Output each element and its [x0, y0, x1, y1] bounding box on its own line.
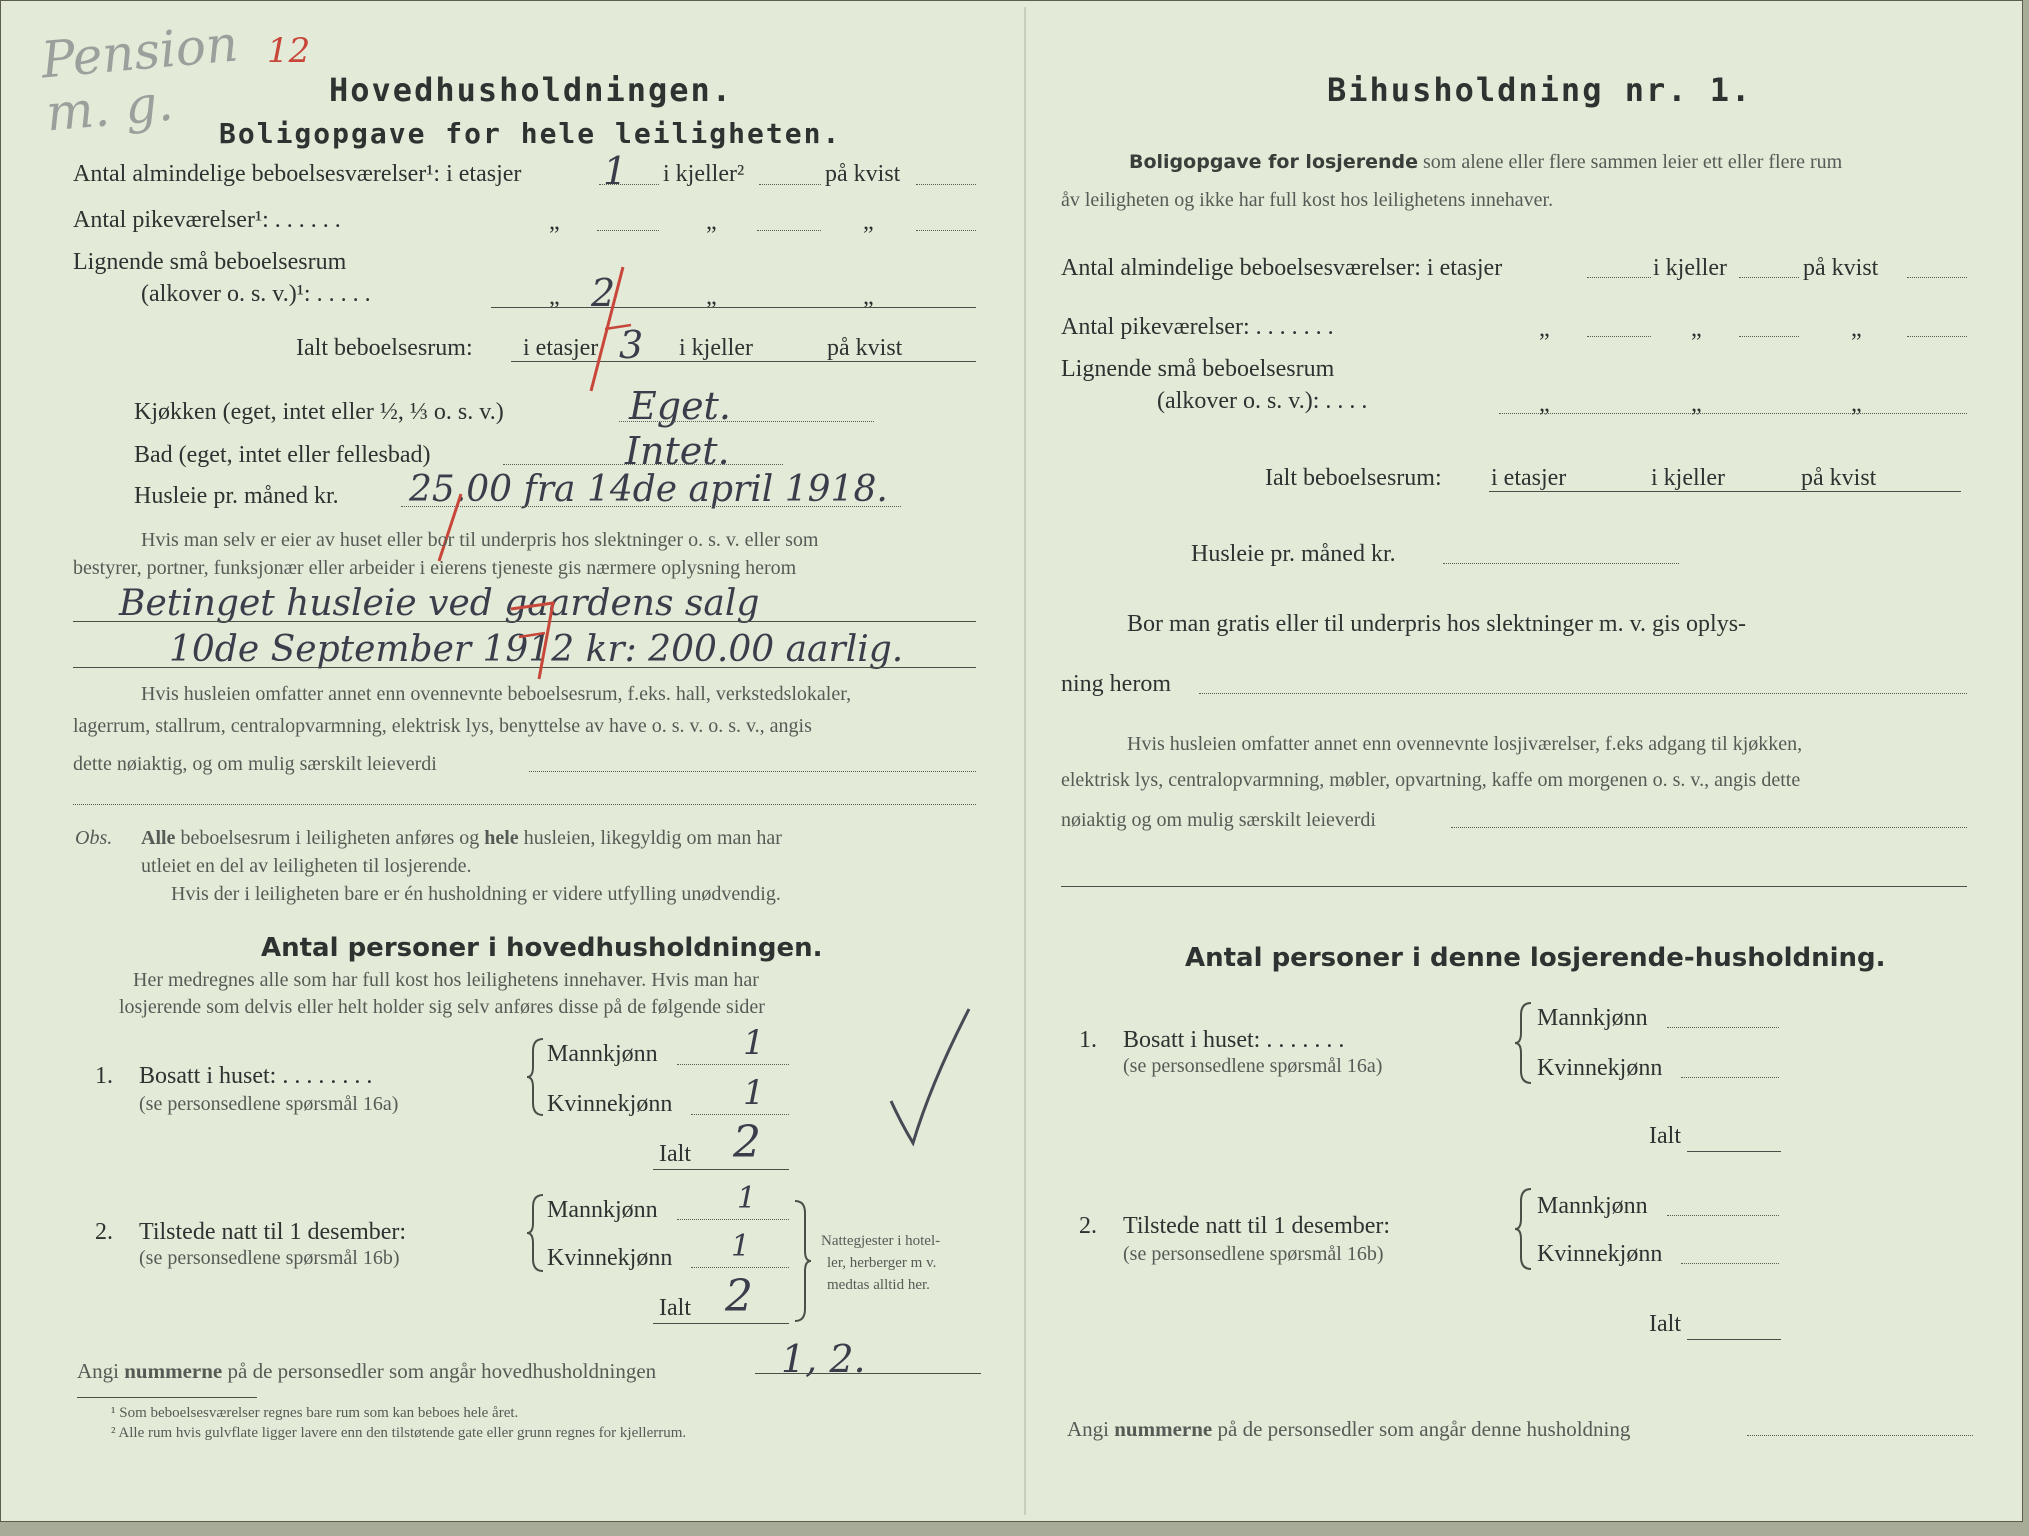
left-alkover-label: (alkover o. s. v.)¹: . . . . . — [141, 281, 371, 307]
left-q1-sub: (se personsedlene spørsmål 16a) — [139, 1093, 399, 1115]
left-q1-ialt-label: Ialt — [659, 1141, 691, 1167]
right-omfatter-1: Hvis husleien omfatter annet enn ovennevnte losjiværelser, f.eks adgang til kjøkken, — [1127, 733, 1803, 755]
left-q2-brace — [525, 1193, 547, 1273]
right-alkover-label: (alkover o. s. v.): . . . . — [1157, 388, 1368, 414]
right-ialt-kvist-label: på kvist — [1801, 465, 1877, 491]
left-kjokken-value: Eget. — [629, 384, 731, 428]
right-ialt-etasjer-label: i etasjer — [1491, 465, 1567, 491]
left-persons-title: Antal personer i hovedhusholdningen. — [261, 933, 823, 963]
left-q1-kvinne-label: Kvinnekjønn — [547, 1091, 673, 1117]
margin-note-pension: Pension — [38, 14, 241, 90]
right-q2-label: Tilstede natt til 1 desember: — [1123, 1213, 1391, 1239]
right-q2-kvinne-label: Kvinnekjønn — [1537, 1241, 1663, 1267]
right-q1-ialt-label: Ialt — [1649, 1123, 1681, 1149]
left-subtitle: Boligopgave for hele leiligheten. — [219, 117, 842, 150]
ditto-mark: „ — [863, 284, 874, 310]
left-q2-ialt-label: Ialt — [659, 1295, 691, 1321]
nattegjester-note-1: Nattegjester i hotel- — [821, 1233, 941, 1249]
left-footnote-1: ¹ Som beboelsesværelser regnes bare rum som kan beboes hele året. — [111, 1405, 519, 1421]
left-angi-line: Angi nummerne på de personsedler som angår hovedhusholdningen — [77, 1359, 657, 1383]
red-stamp-mark — [501, 597, 571, 687]
ditto-mark: „ — [1851, 391, 1862, 417]
left-obs-line-2: utleiet en del av leiligheten til losjerende. — [141, 855, 472, 877]
left-rooms-label: Antal almindelige beboelsesværelser¹: i etasjer — [73, 161, 522, 187]
right-rooms-label: Antal almindelige beboelsesværelser: i etasjer — [1061, 255, 1503, 281]
right-persons-title: Antal personer i denne losjerende-husholdning. — [1185, 943, 1886, 973]
right-gratis-2: ning herom — [1061, 671, 1171, 697]
left-obs-line-3: Hvis der i leiligheten bare er én husholdning er videre utfylling unødvendig. — [171, 883, 781, 905]
left-husleie-label: Husleie pr. måned kr. — [134, 483, 339, 509]
left-bad-label: Bad (eget, intet eller fellesbad) — [134, 442, 431, 468]
right-q1-kvinne-label: Kvinnekjønn — [1537, 1055, 1663, 1081]
left-q1-brace — [525, 1037, 547, 1117]
left-rooms-etasjer-value: 1 — [603, 149, 628, 193]
left-persons-text-1: Her medregnes alle som har full kost hos leilighetens innehaver. Hvis man har — [133, 969, 759, 991]
ditto-mark: „ — [1539, 391, 1550, 417]
right-q1-sub: (se personsedlene spørsmål 16a) — [1123, 1055, 1383, 1077]
left-q2-mann-value: 1 — [737, 1181, 757, 1216]
nattegjester-note-3: medtas alltid her. — [827, 1277, 930, 1293]
nattegjester-brace — [791, 1199, 813, 1325]
right-intro-line-2: åv leiligheten og ikke har full kost hos leilighetens innehaver. — [1061, 189, 1554, 211]
right-lignende-label: Lignende små beboelsesrum — [1061, 356, 1335, 382]
ditto-mark: „ — [1691, 391, 1702, 417]
right-q2-ialt-label: Ialt — [1649, 1311, 1681, 1337]
left-omfatter-2: lagerrum, stallrum, centralopvarmning, elektrisk lys, benyttelse av have o. s. v. o. s. v., angis — [73, 715, 812, 737]
left-q2-sub: (se personsedlene spørsmål 16b) — [139, 1247, 400, 1269]
right-intro-line-1: Boligopgave for losjerende som alene eller flere sammen leier ett eller flere rum — [1129, 151, 1843, 173]
left-ialt-etasjer-value: 3 — [619, 323, 644, 367]
left-q2-kvinne-label: Kvinnekjønn — [547, 1245, 673, 1271]
right-q1-brace — [1513, 1001, 1535, 1085]
right-title: Bihusholdning nr. 1. — [1327, 71, 1753, 109]
ditto-mark: „ — [863, 209, 874, 235]
margin-note-pension-number: 12 — [267, 31, 311, 71]
left-rooms-kjeller-label: i kjeller² — [663, 161, 745, 187]
left-rooms-kvist-label: på kvist — [825, 161, 901, 187]
left-q2-ialt-value: 2 — [725, 1271, 753, 1322]
ditto-mark: „ — [1851, 316, 1862, 342]
left-eier-text-2: bestyrer, portner, funksjonær eller arbeider i eierens tjeneste gis nærmere oplysning herom — [73, 557, 797, 579]
margin-note-mg: m. g. — [43, 73, 176, 143]
left-eier-value-2: 10de September 1912 kr: 200.00 aarlig. — [169, 629, 904, 670]
left-q1-ialt-value: 2 — [733, 1117, 761, 1168]
right-rooms-kjeller-label: i kjeller — [1653, 255, 1727, 281]
right-rooms-kvist-label: på kvist — [1803, 255, 1879, 281]
left-eier-text-1: Hvis man selv er eier av huset eller bor til underpris hos slektninger o. s. v. eller som — [141, 529, 819, 551]
red-correction-mark — [561, 259, 644, 399]
left-footnote-2: ² Alle rum hvis gulvflate ligger lavere enn den tilstøtende gate eller grunn regnes for kjellerrum. — [111, 1425, 687, 1441]
left-q1-mann-label: Mannkjønn — [547, 1041, 658, 1067]
ditto-mark: „ — [706, 284, 717, 310]
right-q2-brace — [1513, 1187, 1535, 1271]
left-husleie-value: 25.00 fra 14de april 1918. — [409, 469, 888, 510]
left-omfatter-3: dette nøiaktig, og om mulig særskilt leieverdi — [73, 753, 437, 775]
left-q1-mann-value: 1 — [743, 1023, 765, 1063]
right-q1-mann-label: Mannkjønn — [1537, 1005, 1648, 1031]
right-q1-num: 1. — [1079, 1027, 1097, 1053]
left-omfatter-1: Hvis husleien omfatter annet enn ovennevnte beboelsesrum, f.eks. hall, verkstedslokaler, — [141, 683, 852, 705]
right-q2-mann-label: Mannkjønn — [1537, 1193, 1648, 1219]
right-ialt-label: Ialt beboelsesrum: — [1265, 465, 1442, 491]
left-q2-label: Tilstede natt til 1 desember: — [139, 1219, 407, 1245]
right-q2-num: 2. — [1079, 1213, 1097, 1239]
left-q1-label: Bosatt i huset: . . . . . . . . — [139, 1063, 373, 1089]
left-eier-value-1: Betinget husleie ved gaardens salg — [119, 583, 760, 624]
left-bad-value: Intet. — [625, 429, 730, 473]
left-angi-value: 1, 2. — [781, 1337, 866, 1381]
right-pike-label: Antal pikeværelser: . . . . . . . — [1061, 314, 1334, 340]
right-q2-sub: (se personsedlene spørsmål 16b) — [1123, 1243, 1384, 1265]
left-ialt-label: Ialt beboelsesrum: — [296, 335, 473, 361]
left-ialt-etasjer-label: i etasjer — [523, 335, 599, 361]
left-alkover-value: 2 — [591, 271, 616, 315]
left-q2-num: 2. — [95, 1219, 113, 1245]
left-q1-kvinne-value: 1 — [743, 1073, 765, 1113]
check-mark — [883, 1003, 973, 1153]
right-omfatter-3: nøiaktig og om mulig særskilt leieverdi — [1061, 809, 1376, 831]
left-ialt-kjeller-label: i kjeller — [679, 335, 753, 361]
left-q1-num: 1. — [95, 1063, 113, 1089]
left-obs-line-1: Alle beboelsesrum i leiligheten anføres og hele husleien, likegyldig om man har — [141, 827, 782, 849]
left-persons-text-2: losjerende som delvis eller helt holder sig selv anføres disse på de følgende sider — [119, 996, 765, 1018]
right-gratis-1: Bor man gratis eller til underpris hos slektninger m. v. gis oplys- — [1127, 611, 1747, 637]
ditto-mark: „ — [549, 209, 560, 235]
left-kjokken-label: Kjøkken (eget, intet eller ½, ⅓ o. s. v.) — [134, 399, 504, 425]
right-omfatter-2: elektrisk lys, centralopvarmning, møbler, opvartning, kaffe om morgenen o. s. v., angis dette — [1061, 769, 1801, 791]
ditto-mark: „ — [1539, 316, 1550, 342]
left-obs-label: Obs. — [75, 827, 113, 849]
right-ialt-kjeller-label: i kjeller — [1651, 465, 1725, 491]
right-q1-label: Bosatt i huset: . . . . . . . — [1123, 1027, 1345, 1053]
left-title: Hovedhusholdningen. — [329, 71, 734, 109]
left-ialt-kvist-label: på kvist — [827, 335, 903, 361]
ditto-mark: „ — [1691, 316, 1702, 342]
left-q2-kvinne-value: 1 — [731, 1229, 751, 1264]
ditto-mark: „ — [549, 284, 560, 310]
page-fold — [1024, 7, 1026, 1515]
left-pike-label: Antal pikeværelser¹: . . . . . . — [73, 207, 341, 233]
left-lignende-label: Lignende små beboelsesrum — [73, 249, 347, 275]
right-husleie-label: Husleie pr. måned kr. — [1191, 541, 1396, 567]
left-q2-mann-label: Mannkjønn — [547, 1197, 658, 1223]
right-angi-line: Angi nummerne på de personsedler som angår denne husholdning — [1067, 1417, 1631, 1441]
ditto-mark: „ — [706, 209, 717, 235]
nattegjester-note-2: ler, herberger m v. — [827, 1255, 937, 1271]
